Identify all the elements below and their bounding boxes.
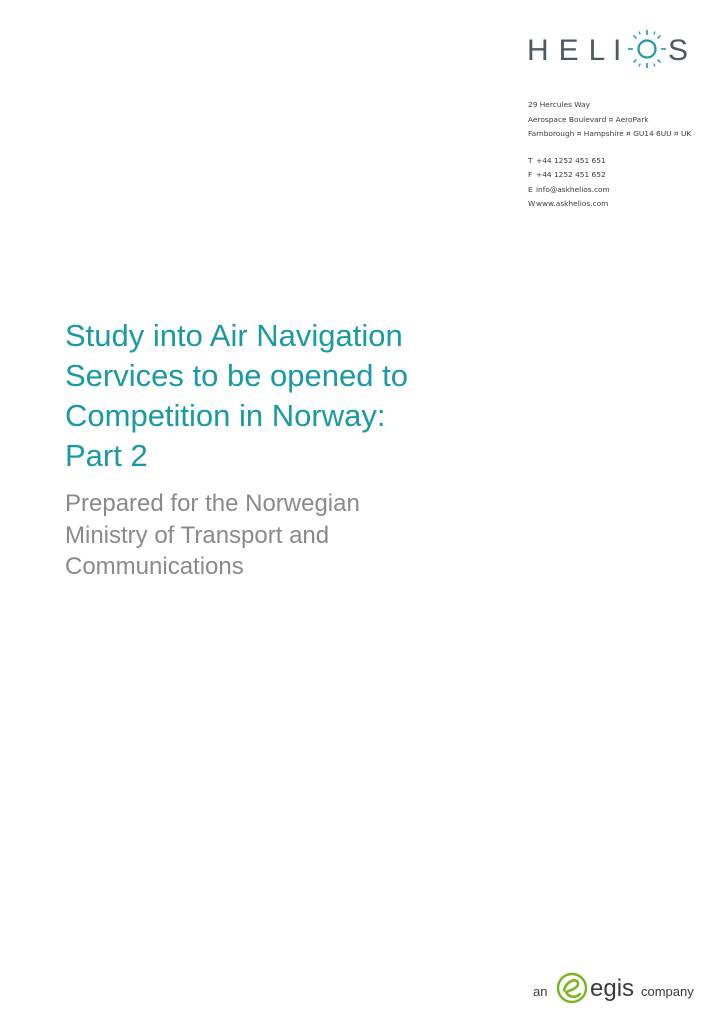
address-line: Aerospace Boulevard ¤ AeroPark bbox=[528, 114, 649, 124]
logo-text-hel: HEL bbox=[527, 34, 616, 67]
document-title-block bbox=[65, 316, 505, 583]
contact-value: www.askhelios.com bbox=[536, 199, 609, 208]
document-subtitle bbox=[65, 488, 505, 583]
subtitle-line: Ministry of Transport and bbox=[65, 521, 330, 549]
address-spacer bbox=[528, 142, 718, 154]
contact-value: info@askhelios.com bbox=[536, 184, 610, 194]
subtitle-line: Communications bbox=[65, 553, 244, 580]
egis-e-icon bbox=[558, 974, 586, 1002]
sun-o-icon bbox=[628, 30, 666, 68]
title-line: Competition in Norway: bbox=[65, 398, 386, 433]
egis-tag-graphic bbox=[533, 968, 713, 1008]
logo-text-i: I bbox=[613, 34, 622, 67]
egis-company-tag bbox=[533, 968, 713, 1008]
company-address bbox=[528, 98, 718, 212]
contact-value: +44 1252 451 651 bbox=[536, 155, 606, 165]
contact-key: F bbox=[528, 170, 533, 179]
title-line: Services to be opened to bbox=[65, 358, 408, 393]
title-line: Study into Air Navigation bbox=[65, 318, 403, 353]
title-line: Part 2 bbox=[65, 438, 148, 473]
contact-key: W bbox=[528, 199, 536, 208]
tag-brand: egis bbox=[590, 975, 635, 1002]
logo-text-s: S bbox=[668, 34, 689, 67]
helios-logo bbox=[527, 28, 692, 70]
contact-website bbox=[528, 197, 718, 212]
contact-fax bbox=[528, 168, 718, 183]
contact-value: +44 1252 451 652 bbox=[536, 170, 606, 179]
document-title bbox=[65, 316, 505, 476]
address-line: Farnborough ¤ Hampshire ¤ GU14 6UU ¤ UK bbox=[528, 129, 692, 138]
helios-logo-graphic bbox=[527, 28, 692, 70]
contact-phone bbox=[528, 154, 718, 169]
subtitle-line: Prepared for the Norwegian bbox=[65, 490, 360, 517]
contact-key: T bbox=[528, 155, 533, 165]
contact-email bbox=[528, 183, 718, 198]
tag-suffix: company bbox=[641, 984, 694, 999]
tag-prefix: an bbox=[533, 984, 548, 999]
address-line: 29 Hercules Way bbox=[528, 100, 591, 109]
contact-key: E bbox=[528, 184, 533, 194]
